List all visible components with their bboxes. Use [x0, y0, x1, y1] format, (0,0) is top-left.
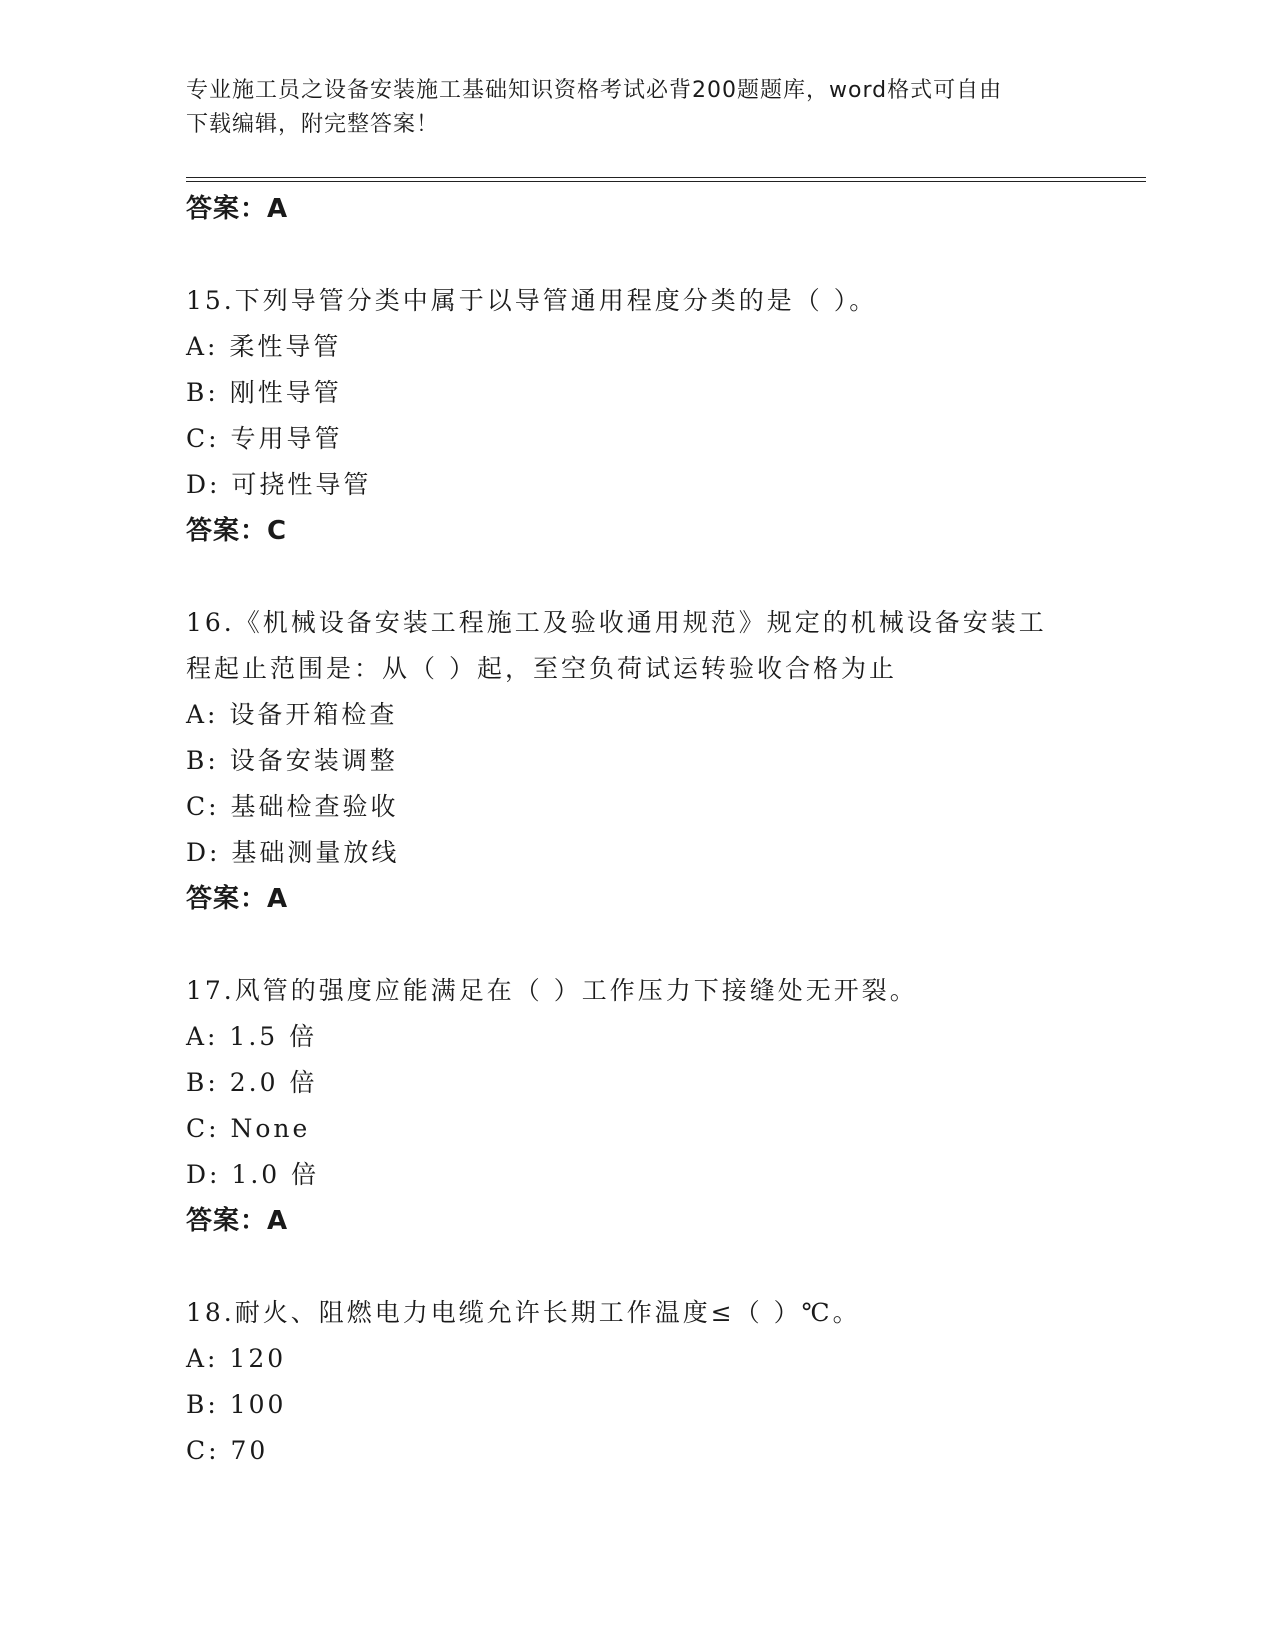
option-b: B: 刚性导管: [186, 378, 342, 407]
option-b: B: 设备安装调整: [186, 746, 398, 775]
question-stem: 15.下列导管分类中属于以导管通用程度分类的是（ ）。: [186, 286, 878, 315]
header-rule-bottom: [186, 181, 1146, 182]
answer-q15: 答案：C: [186, 516, 288, 546]
option-a: A: 1.5 倍: [186, 1022, 318, 1051]
option-a: A: 柔性导管: [186, 332, 342, 361]
question-stem: 17.风管的强度应能满足在（ ）工作压力下接缝处无开裂。: [186, 976, 918, 1005]
question-stem-line-1: 16.《机械设备安装工程施工及验收通用规范》规定的机械设备安装工: [186, 608, 1047, 637]
document-header: [186, 74, 1086, 142]
question-block-16: [186, 600, 1086, 922]
option-d: D: 1.0 倍: [186, 1160, 320, 1189]
question-block-17: [186, 968, 1086, 1244]
question-list: [186, 186, 1086, 1474]
option-b: B: 100: [186, 1390, 287, 1419]
header-line-2: 下载编辑，附完整答案！: [186, 112, 440, 137]
option-a: A: 设备开箱检查: [186, 700, 398, 729]
header-rule-top: [186, 177, 1146, 178]
option-a: A: 120: [186, 1344, 287, 1373]
option-d: D: 可挠性导管: [186, 470, 372, 499]
spacer: [186, 554, 1086, 600]
question-block-18: [186, 1290, 1086, 1474]
option-d: D: 基础测量放线: [186, 838, 400, 867]
option-c: C: 基础检查验收: [186, 792, 399, 821]
answer-q14: 答案：A: [186, 194, 289, 224]
spacer: [186, 922, 1086, 968]
spacer: [186, 1244, 1086, 1290]
option-c: C: 70: [186, 1436, 269, 1465]
header-line-1: 专业施工员之设备安装施工基础知识资格考试必背200题题库，word格式可自由: [186, 78, 1003, 103]
question-block-15: [186, 278, 1086, 554]
answer-q17: 答案：A: [186, 1206, 289, 1236]
option-c: C: None: [186, 1114, 311, 1143]
spacer: [186, 232, 1086, 278]
question-stem-line-2: 程起止范围是：从（ ）起，至空负荷试运转验收合格为止: [186, 654, 897, 683]
question-stem: 18.耐火、阻燃电力电缆允许长期工作温度≤（ ）℃。: [186, 1298, 861, 1327]
option-b: B: 2.0 倍: [186, 1068, 318, 1097]
answer-q16: 答案：A: [186, 884, 289, 914]
option-c: C: 专用导管: [186, 424, 343, 453]
